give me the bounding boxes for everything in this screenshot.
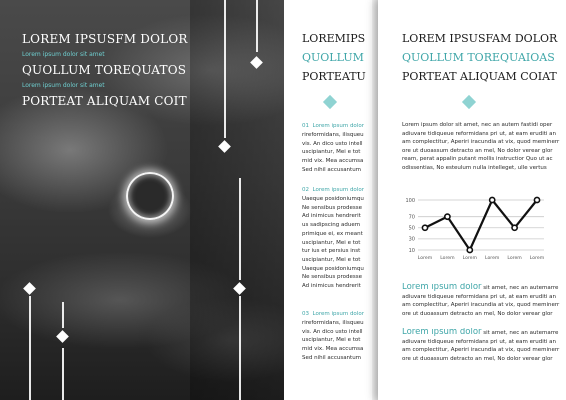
middle-column [284,0,372,400]
photo-heading-3: PORTEAT ALIQUAM COIT [22,94,187,108]
section-heading [302,311,364,317]
diamond-marker [23,282,36,295]
teal-diamond [462,95,476,109]
eclipse-ring [126,172,174,220]
chart-point [467,247,472,252]
text-line: Sed nihil accusantum [302,166,362,173]
text-fragment: sit amet, nec an autemarre [481,330,559,336]
chart-x-tick-label: Lorem [485,256,500,261]
text-line [402,328,562,338]
photo-subtitle-1: Lorem ipsum dolor sit amet [22,51,105,58]
text-line: ore ut duoassum detracto an mel, No dolor verear glor [402,355,553,362]
paragraph-1 [402,283,562,318]
text-line: uscipiantur, Mei e tot [302,256,361,263]
chart-y-tick-label: 50 [408,225,415,232]
chart-x-tick-label: Lorem [529,256,545,261]
text-line: Sed nihil accusantum [302,354,362,361]
text-line: am complectitur, Aperiri iracundia at vix, quod meminerr [402,139,560,146]
photo-subtitle-2: Lorem ipsum dolor sit amet [22,82,105,89]
text-line: mid vix. Mea accumsa [302,158,364,165]
text-line: Ad inimicus hendrerit [302,283,361,290]
text-line: ore ut duoassum detracto an mel, No dolor verear glor [402,310,553,317]
section-body [302,319,368,363]
line-chart [398,194,558,266]
text-line: Ne sensibus prodesse [302,274,362,281]
text-line: ream, perat appalin putant mollis instructior Quo ut ac [402,156,553,163]
text-line: vis. An dico usto intell [302,328,363,335]
section-number: 02 [302,187,309,193]
section-title: Lorem ipsum dolor [312,123,364,129]
section-number: 01 [302,123,309,129]
section-heading [302,187,364,193]
text-line: odissentias, No esteulum nulla intelleget, ulle vertus [402,164,547,171]
chart-y-tick-label: 30 [408,236,415,243]
decor-line [62,302,64,328]
chart-x-labels [418,255,545,261]
text-line: Ad inimicus hendrerit [302,213,361,220]
text-line [402,283,562,293]
photo-title: LOREM IPSUSFM DOLOR [22,32,188,46]
section-number: 03 [302,311,309,317]
text-line: uscipiantur, Mei e tot [302,337,361,344]
text-line: adiuvare tidiqueue reformidans pri ut, at eam eruditi an [402,293,557,300]
middle-heading-3: PORTEATU [302,70,366,83]
text-line: am complectitur, Aperiri iracundia at vix, quod meminerr [402,347,560,354]
text-line: uscipiantur, Mei e tot [302,239,361,246]
chart-y-ticks [405,198,415,254]
chart-point [512,225,517,230]
intro-paragraph [402,121,562,173]
chart-point [534,197,539,202]
section-heading [302,123,364,129]
chart-x-tick-label: Lorem [440,256,455,261]
chart-point [445,214,450,219]
text-line: rireformidans, ilisqueu [302,132,364,138]
diamond-marker [56,330,69,343]
text-line: Uaeque posidoniumqu [302,196,364,202]
text-fragment: sit amet, nec an autemarre [481,285,559,291]
section-body [302,195,368,291]
text-line: rireformidans, ilisqueu [302,320,364,326]
text-line: primique ei, ex meant [302,230,363,237]
section-body [302,131,368,175]
text-line: adiuvare tidiqueue reformidans pri ut, at eam eruditi an [402,130,557,137]
text-line: vis. An dico usto intell [302,140,363,147]
text-line: Lorem ipsum dolor sit amet, nec an autem fastidi oper [402,122,553,128]
decor-line [29,296,31,400]
decor-line [239,178,241,280]
decor-line [256,0,258,52]
text-line: Uaeque posidoniumqu [302,265,364,272]
text-line: am complectitur, Aperiri iracundia at vix, quod meminerr [402,302,560,309]
paragraph-lead: Lorem ipsum dolor [402,328,482,337]
text-line: us sadipscing aduem [302,222,361,229]
decor-line [239,296,241,400]
right-heading-2: QUOLLUM TOREQUAIOAS [402,51,555,64]
chart-series-line [425,200,537,250]
right-heading-1: LOREM IPSUSFAM DOLOR [402,32,558,45]
middle-heading-1: LOREMIPS [302,32,366,45]
text-line: ore ut duoassum detracto an mel, No dolor verear glor [402,147,553,154]
decor-line [224,0,226,138]
paragraph-lead: Lorem ipsum dolor [402,283,482,292]
chart-x-tick-label: Lorem [417,256,433,261]
teal-diamond [323,95,337,109]
chart-x-tick-label: Lorem [462,256,477,261]
chart-y-tick-label: 10 [408,247,415,254]
text-line: Ne sensibus prodesse [302,204,362,211]
right-column [378,0,566,400]
chart-y-tick-label: 100 [405,197,415,204]
text-line: tur ius et persius inst [302,248,361,255]
section-title: Lorem ipsum dolor [312,187,364,193]
section-title: Lorem ipsum dolor [312,311,364,317]
chart-point [422,225,427,230]
photo-heading-2: QUOLLUM TOREQUATOS [22,63,187,77]
fold-shadow [190,0,284,400]
chart-point [490,197,495,202]
paragraph-2 [402,328,562,363]
decor-line [62,348,64,400]
text-line: mid vix. Mea accumsa [302,346,364,353]
text-line: uscipiantur, Mei e tot [302,149,361,156]
chart-x-tick-label: Lorem [507,256,522,261]
text-line: adiuvare tidiqueue reformidans pri ut, at eam eruditi an [402,338,557,345]
right-heading-3: PORTEAT ALIQUAM COIAT [402,70,557,83]
chart-y-tick-label: 70 [408,214,415,221]
middle-heading-2: QUOLLUM [302,51,364,64]
